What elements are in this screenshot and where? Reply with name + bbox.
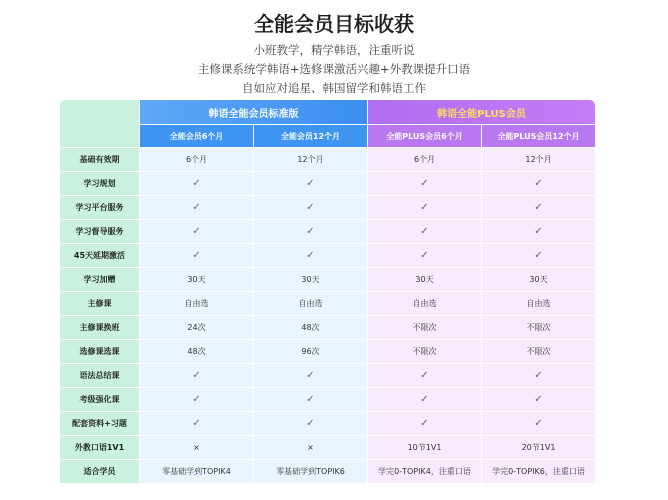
table-row (60, 268, 596, 292)
check-icon: ✓ (482, 388, 596, 412)
subtitle-line-2: 主修课系统学韩语+选修课激活兴趣+外教课提升口语 (197, 62, 471, 76)
table-row (60, 364, 596, 388)
row-label: 适合学员 (60, 460, 140, 484)
table-cell: 零基础学到TOPIK4 (140, 460, 254, 484)
table-row (60, 172, 596, 196)
table-cell: 30天 (254, 268, 368, 292)
check-icon: ✓ (368, 172, 482, 196)
table-row (60, 460, 596, 484)
cross-icon: × (140, 436, 254, 460)
check-icon: ✓ (368, 412, 482, 436)
membership-comparison-table (60, 100, 596, 484)
check-icon: ✓ (140, 196, 254, 220)
table-row (60, 196, 596, 220)
check-icon: ✓ (482, 196, 596, 220)
table-row (60, 340, 596, 364)
table-row (60, 316, 596, 340)
check-icon: ✓ (368, 220, 482, 244)
subtitle-line-3: 自如应对追星、韩国留学和韩语工作 (242, 81, 426, 95)
row-label: 学习规划 (60, 172, 140, 196)
table-cell: 10节1V1 (368, 436, 482, 460)
check-icon: ✓ (482, 412, 596, 436)
table-row (60, 412, 596, 436)
page-title: 全能会员目标收获 (254, 12, 414, 36)
subtitle-line-1: 小班教学，精学韩语，注重听说 (253, 43, 415, 57)
table-cell: 30天 (482, 268, 596, 292)
table-cell: 48次 (254, 316, 368, 340)
table-cell: 12个月 (482, 148, 596, 172)
row-label: 考级强化课 (60, 388, 140, 412)
check-icon: ✓ (368, 388, 482, 412)
row-label: 选修课选课 (60, 340, 140, 364)
table-cell: 零基础学到TOPIK6 (254, 460, 368, 484)
table-cell: 不限次 (368, 340, 482, 364)
check-icon: ✓ (254, 196, 368, 220)
check-icon: ✓ (140, 412, 254, 436)
check-icon: ✓ (140, 244, 254, 268)
table-cell: 30天 (140, 268, 254, 292)
check-icon: ✓ (254, 244, 368, 268)
table-row (60, 148, 596, 172)
check-icon: ✓ (254, 412, 368, 436)
column-header-plus-6m: 全能PLUS会员6个月 (368, 125, 482, 148)
table-cell: 不限次 (482, 316, 596, 340)
table-corner (60, 100, 140, 148)
cross-icon: × (254, 436, 368, 460)
table-row (60, 436, 596, 460)
table-cell: 自由选 (140, 292, 254, 316)
table-row (60, 388, 596, 412)
row-label: 配套资料+习题 (60, 412, 140, 436)
table-cell: 自由选 (368, 292, 482, 316)
check-icon: ✓ (254, 220, 368, 244)
table-cell: 20节1V1 (482, 436, 596, 460)
row-label: 语法总结课 (60, 364, 140, 388)
column-header-std-12m: 全能会员12个月 (254, 125, 368, 148)
standard-group-header: 韩语全能会员标准版 (140, 100, 368, 125)
check-icon: ✓ (254, 364, 368, 388)
table-cell: 不限次 (482, 340, 596, 364)
table-row (60, 292, 596, 316)
plus-group-header: 韩语全能PLUS会员 (368, 100, 596, 125)
table-cell: 6个月 (140, 148, 254, 172)
row-label: 基础有效期 (60, 148, 140, 172)
row-label: 主修课换班 (60, 316, 140, 340)
table-cell: 不限次 (368, 316, 482, 340)
table-cell: 48次 (140, 340, 254, 364)
table-cell: 24次 (140, 316, 254, 340)
check-icon: ✓ (140, 364, 254, 388)
check-icon: ✓ (254, 172, 368, 196)
table-row (60, 244, 596, 268)
table-cell: 自由选 (482, 292, 596, 316)
check-icon: ✓ (140, 220, 254, 244)
table-cell: 6个月 (368, 148, 482, 172)
check-icon: ✓ (368, 364, 482, 388)
check-icon: ✓ (368, 196, 482, 220)
check-icon: ✓ (482, 172, 596, 196)
table-cell: 学完0-TOPIK4，注重口语 (368, 460, 482, 484)
row-label: 学习督导服务 (60, 220, 140, 244)
table-cell: 自由选 (254, 292, 368, 316)
row-label: 学习平台服务 (60, 196, 140, 220)
row-label: 主修课 (60, 292, 140, 316)
check-icon: ✓ (254, 388, 368, 412)
table-row (60, 220, 596, 244)
table-cell: 96次 (254, 340, 368, 364)
table-cell: 学完0-TOPIK6，注重口语 (482, 460, 596, 484)
check-icon: ✓ (140, 388, 254, 412)
table-cell: 30天 (368, 268, 482, 292)
check-icon: ✓ (482, 244, 596, 268)
row-label: 外教口语1V1 (60, 436, 140, 460)
row-label: 45天延期激活 (60, 244, 140, 268)
check-icon: ✓ (368, 244, 482, 268)
column-header-std-6m: 全能会员6个月 (140, 125, 254, 148)
check-icon: ✓ (482, 364, 596, 388)
check-icon: ✓ (482, 220, 596, 244)
column-header-plus-12m: 全能PLUS会员12个月 (482, 125, 596, 148)
row-label: 学习加赠 (60, 268, 140, 292)
table-cell: 12个月 (254, 148, 368, 172)
check-icon: ✓ (140, 172, 254, 196)
